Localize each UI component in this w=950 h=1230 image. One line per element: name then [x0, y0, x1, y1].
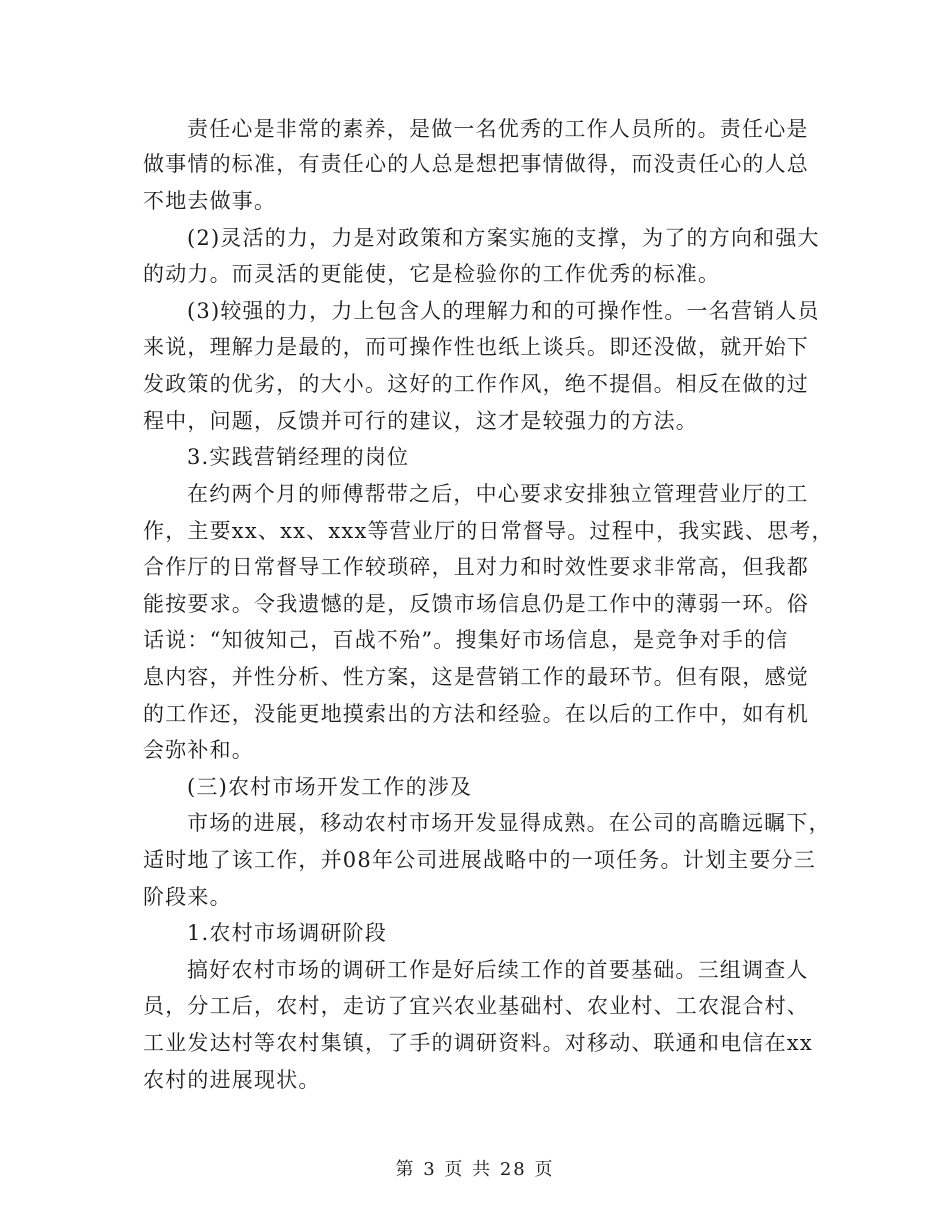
paragraph-line: 不地去做事。: [143, 189, 277, 213]
paragraph-line: 话说：“知彼知己，百战不殆”。搜集好市场信息，是竞争对手的信: [143, 628, 789, 652]
paragraph-line: 息内容，并性分析、性方案，这是营销工作的最环节。但有限，感觉: [143, 665, 809, 689]
paragraph-line: 发政策的优劣，的大小。这好的工作作风，绝不提倡。相反在做的过: [143, 372, 809, 396]
paragraph-line: 农村的进展现状。: [143, 1068, 321, 1092]
paragraph-line: 合作厅的日常督导工作较琐碎，且对力和时效性要求非常高，但我都: [143, 555, 809, 579]
paragraph-line: (3)较强的力，力上包含人的理解力和的可操作性。一名营销人员: [187, 299, 820, 323]
paragraph-line: 来说，理解力是最的，而可操作性也纸上谈兵。即还没做，就开始下: [143, 335, 809, 359]
paragraph-line: 工业发达村等农村集镇，了手的调研资料。对移动、联通和电信在xx: [143, 1031, 813, 1055]
paragraph-line: 市场的进展，移动农村市场开发显得成熟。在公司的高瞻远瞩下，: [187, 811, 831, 835]
paragraph-line: 在约两个月的师傅帮带之后，中心要求安排独立管理营业厅的工: [187, 482, 809, 506]
paragraph-line: 程中，问题，反馈并可行的建议，这才是较强力的方法。: [143, 409, 698, 433]
paragraph-line: 能按要求。令我遗憾的是，反馈市场信息仍是工作中的薄弱一环。俗: [143, 592, 809, 616]
page-number-footer: 第 3 页 共 28 页: [395, 1159, 555, 1180]
paragraph-line: 责任心是非常的素养，是做一名优秀的工作人员所的。责任心是: [187, 117, 809, 141]
paragraph-line: 阶段来。: [143, 885, 232, 909]
section-heading: 3.实践营销经理的岗位: [187, 445, 410, 469]
paragraph-line: 作，主要xx、xx、xxx等营业厅的日常督导。过程中，我实践、思考，: [143, 519, 834, 543]
paragraph-line: 适时地了该工作，并08年公司进展战略中的一项任务。计划主要分三: [143, 848, 816, 872]
paragraph-line: (2)灵活的力，力是对政策和方案实施的支撑，为了的方向和强大: [187, 226, 820, 250]
paragraph-line: 的动力。而灵活的更能使，它是检验你的工作优秀的标准。: [143, 262, 721, 286]
paragraph-line: 搞好农村市场的调研工作是好后续工作的首要基础。三组调查人: [187, 958, 809, 982]
paragraph-line: 的工作还，没能更地摸索出的方法和经验。在以后的工作中，如有机: [143, 702, 809, 726]
section-heading: (三)农村市场开发工作的涉及: [187, 775, 473, 799]
paragraph-line: 会弥补和。: [143, 738, 254, 762]
paragraph-line: 员，分工后，农村，走访了宜兴农业基础村、农业村、工农混合村、: [143, 994, 809, 1018]
paragraph-line: 做事情的标准，有责任心的人总是想把事情做得，而没责任心的人总: [143, 152, 809, 176]
section-heading: 1.农村市场调研阶段: [187, 921, 388, 945]
